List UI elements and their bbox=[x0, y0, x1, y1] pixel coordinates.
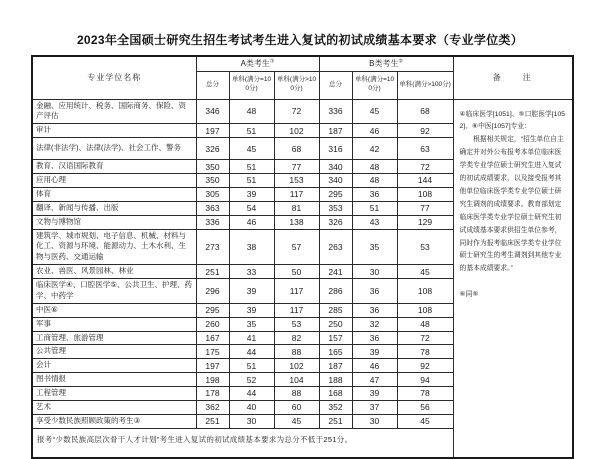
col-header-a-single-over100: 单科(满分>100分) bbox=[274, 71, 319, 99]
score-cell: 285 bbox=[319, 303, 352, 317]
score-cell: 51 bbox=[352, 201, 397, 215]
score-cell: 48 bbox=[397, 317, 453, 331]
score-cell: 48 bbox=[352, 160, 397, 174]
score-cell: 108 bbox=[397, 279, 453, 304]
score-cell: 175 bbox=[196, 345, 229, 359]
remark-body: 根据相关规定，“招生单位自主确定并对外公布报考本单位临床医学类专业学位硕士研究生进入复试的初试成绩要求，以及接受报考其他单位临床医学类专业学位硕士研究生调剂的成绩要求。教育部划定临床医学类专业学位硕士研究生初试成绩基本要求供招生单位参考，同时作为报考临床医学类专业学位硕士研究生的考生调剂到其他专业的基本成绩要求。” bbox=[459, 136, 564, 273]
score-cell: 68 bbox=[397, 99, 453, 124]
score-cell: 117 bbox=[274, 279, 319, 304]
score-cell: 353 bbox=[319, 201, 352, 215]
col-header-b-single100: 单科(满分=100分) bbox=[352, 71, 397, 99]
score-cell: 346 bbox=[196, 99, 229, 124]
score-cell: 350 bbox=[196, 174, 229, 188]
col-header-a-total: 总分 bbox=[196, 71, 229, 99]
score-cell: 117 bbox=[274, 303, 319, 317]
degree-name-cell: 临床医学④、口腔医学⑤、公共卫生、护理、药学、中药学 bbox=[32, 279, 196, 304]
degree-name-cell: 文物与博物馆 bbox=[32, 215, 196, 229]
score-cell: 52 bbox=[229, 373, 274, 387]
degree-name-cell: 工程管理 bbox=[32, 387, 196, 401]
score-cell: 273 bbox=[196, 229, 229, 265]
score-cell: 45 bbox=[229, 138, 274, 160]
score-cell: 45 bbox=[352, 99, 397, 124]
score-cell: 188 bbox=[319, 373, 352, 387]
score-cell: 362 bbox=[196, 400, 229, 414]
degree-name-cell: 中医⑥ bbox=[32, 303, 196, 317]
score-cell: 39 bbox=[352, 345, 397, 359]
col-header-degree-name: 专业学位名称 bbox=[32, 56, 196, 99]
score-cell: 187 bbox=[319, 359, 352, 373]
score-cell: 251 bbox=[319, 414, 352, 428]
degree-name-cell: 翻译、新闻与传播、出版 bbox=[32, 201, 196, 215]
degree-name-cell: 享受少数民族照顾政策的考生③ bbox=[32, 414, 196, 428]
score-cell: 88 bbox=[274, 387, 319, 401]
score-cell: 251 bbox=[196, 414, 229, 428]
score-cell: 53 bbox=[274, 317, 319, 331]
score-cell: 88 bbox=[274, 345, 319, 359]
score-cell: 56 bbox=[397, 400, 453, 414]
score-cell: 260 bbox=[196, 317, 229, 331]
score-cell: 46 bbox=[352, 124, 397, 138]
score-cell: 35 bbox=[352, 229, 397, 265]
degree-name-cell: 应用心理 bbox=[32, 174, 196, 188]
group-b-footnote-mark: ② bbox=[398, 58, 403, 65]
score-cell: 363 bbox=[196, 201, 229, 215]
score-cell: 48 bbox=[229, 99, 274, 124]
score-cell: 250 bbox=[319, 317, 352, 331]
col-header-group-b bbox=[319, 56, 453, 71]
degree-name-cell: 会计 bbox=[32, 359, 196, 373]
score-cell: 165 bbox=[319, 345, 352, 359]
col-header-group-a bbox=[196, 56, 319, 71]
group-header-row bbox=[32, 56, 573, 71]
score-cell: 46 bbox=[352, 359, 397, 373]
col-header-b-total: 总分 bbox=[319, 71, 352, 99]
score-cell: 305 bbox=[196, 187, 229, 201]
score-cell: 108 bbox=[397, 187, 453, 201]
score-cell: 48 bbox=[352, 174, 397, 188]
degree-name-cell: 金融、应用统计、税务、国际商务、保险、资产评估 bbox=[32, 99, 196, 124]
group-a-label: A类考生 bbox=[240, 59, 270, 69]
score-cell: 43 bbox=[352, 215, 397, 229]
score-cell: 77 bbox=[397, 201, 453, 215]
remark-heading: ④临床医学[1051]、⑤口腔医学[1052]、⑥中医[1057]专业： bbox=[459, 110, 566, 131]
minority-plan-footnote: 报考“少数民族高层次骨干人才计划”考生进入复试的初试成绩基本要求为总分不低于251分。 bbox=[32, 428, 453, 458]
score-cell: 36 bbox=[352, 331, 397, 345]
degree-name-cell: 建筑学、城市规划、电子信息、机械、材料与化工、资源与环境、能源动力、土木水利、生物与医药、交通运输 bbox=[32, 229, 196, 265]
degree-name-cell: 教育、汉语国际教育 bbox=[32, 160, 196, 174]
score-cell: 41 bbox=[229, 331, 274, 345]
score-cell: 92 bbox=[397, 359, 453, 373]
score-cell: 326 bbox=[319, 215, 352, 229]
score-cell: 57 bbox=[274, 229, 319, 265]
degree-name-cell: 图书情报 bbox=[32, 373, 196, 387]
score-cell: 78 bbox=[397, 387, 453, 401]
score-cell: 340 bbox=[319, 174, 352, 188]
degree-name-cell: 法律(非法学)、法律(法学)、社会工作、警务 bbox=[32, 138, 196, 160]
score-cell: 38 bbox=[229, 229, 274, 265]
score-cell: 42 bbox=[352, 138, 397, 160]
score-cell: 46 bbox=[229, 215, 274, 229]
score-cell: 40 bbox=[229, 400, 274, 414]
score-cell: 295 bbox=[319, 187, 352, 201]
score-cell: 336 bbox=[196, 215, 229, 229]
score-cell: 35 bbox=[229, 317, 274, 331]
score-cell: 104 bbox=[274, 373, 319, 387]
score-cell: 36 bbox=[352, 279, 397, 304]
score-cell: 82 bbox=[274, 331, 319, 345]
score-cell: 39 bbox=[229, 187, 274, 201]
degree-name-cell: 体育 bbox=[32, 187, 196, 201]
score-cell: 30 bbox=[229, 414, 274, 428]
score-cell: 32 bbox=[352, 317, 397, 331]
score-cell: 72 bbox=[274, 99, 319, 124]
score-cell: 286 bbox=[319, 279, 352, 304]
score-cell: 144 bbox=[397, 174, 453, 188]
score-cell: 37 bbox=[352, 400, 397, 414]
score-cell: 39 bbox=[352, 387, 397, 401]
score-cell: 168 bbox=[319, 387, 352, 401]
degree-name-cell: 军事 bbox=[32, 317, 196, 331]
score-cell: 44 bbox=[229, 387, 274, 401]
score-cell: 94 bbox=[397, 373, 453, 387]
score-cell: 178 bbox=[196, 387, 229, 401]
remark-tail: ⑥同⑤ bbox=[459, 291, 479, 299]
score-cell: 187 bbox=[319, 124, 352, 138]
score-cell: 197 bbox=[196, 124, 229, 138]
score-cell: 72 bbox=[397, 331, 453, 345]
score-cell: 39 bbox=[229, 279, 274, 304]
score-cell: 117 bbox=[274, 187, 319, 201]
score-cell: 138 bbox=[274, 215, 319, 229]
degree-name-cell: 艺术 bbox=[32, 400, 196, 414]
score-cell: 102 bbox=[274, 124, 319, 138]
score-cell: 102 bbox=[274, 359, 319, 373]
score-cell: 78 bbox=[397, 345, 453, 359]
score-cell: 30 bbox=[352, 414, 397, 428]
score-cell: 45 bbox=[397, 414, 453, 428]
score-cell: 51 bbox=[229, 174, 274, 188]
score-cell: 77 bbox=[274, 160, 319, 174]
remark-cell bbox=[453, 99, 573, 458]
score-cell: 92 bbox=[397, 124, 453, 138]
score-cell: 39 bbox=[229, 303, 274, 317]
degree-name-cell: 农业、兽医、风景园林、林业 bbox=[32, 265, 196, 279]
score-cell: 63 bbox=[397, 138, 453, 160]
degree-name-cell: 公共管理 bbox=[32, 345, 196, 359]
score-cell: 81 bbox=[274, 201, 319, 215]
score-cell: 45 bbox=[397, 265, 453, 279]
col-header-b-single-over100: 单科(满分>100分) bbox=[397, 71, 453, 99]
score-cell: 50 bbox=[274, 265, 319, 279]
degree-name-cell: 审计 bbox=[32, 124, 196, 138]
score-cell: 72 bbox=[397, 160, 453, 174]
score-cell: 352 bbox=[319, 400, 352, 414]
score-cell: 45 bbox=[274, 414, 319, 428]
score-cell: 263 bbox=[319, 229, 352, 265]
score-cell: 167 bbox=[196, 331, 229, 345]
col-header-remark: 备 注 bbox=[453, 56, 573, 99]
score-cell: 47 bbox=[352, 373, 397, 387]
score-cell: 336 bbox=[319, 99, 352, 124]
score-cell: 68 bbox=[274, 138, 319, 160]
group-b-label: B类考生 bbox=[369, 59, 399, 69]
score-cell: 36 bbox=[352, 303, 397, 317]
group-a-footnote-mark: ① bbox=[269, 58, 275, 65]
score-cell: 30 bbox=[352, 265, 397, 279]
score-cell: 198 bbox=[196, 373, 229, 387]
score-cell: 44 bbox=[229, 345, 274, 359]
page-title: 2023年全国硕士研究生招生考试考生进入复试的初试成绩基本要求（专业学位类） bbox=[76, 33, 524, 47]
score-cell: 51 bbox=[229, 124, 274, 138]
col-header-a-single100: 单科(满分=100分) bbox=[229, 71, 274, 99]
score-cell: 241 bbox=[319, 265, 352, 279]
score-cell: 51 bbox=[229, 359, 274, 373]
score-cell: 36 bbox=[352, 187, 397, 201]
score-cell: 51 bbox=[229, 160, 274, 174]
score-cell: 251 bbox=[196, 265, 229, 279]
score-cell: 326 bbox=[196, 138, 229, 160]
score-cell: 296 bbox=[196, 279, 229, 304]
score-cell: 197 bbox=[196, 359, 229, 373]
score-requirements-table bbox=[31, 55, 574, 459]
score-cell: 33 bbox=[229, 265, 274, 279]
score-cell: 108 bbox=[397, 303, 453, 317]
degree-name-cell: 工商管理、旅游管理 bbox=[32, 331, 196, 345]
table-body bbox=[32, 99, 573, 458]
score-cell: 157 bbox=[319, 331, 352, 345]
score-cell: 53 bbox=[397, 229, 453, 265]
score-cell: 54 bbox=[229, 201, 274, 215]
table-row bbox=[32, 99, 573, 124]
score-cell: 60 bbox=[274, 400, 319, 414]
score-cell: 129 bbox=[397, 215, 453, 229]
score-cell: 153 bbox=[274, 174, 319, 188]
score-cell: 316 bbox=[319, 138, 352, 160]
score-cell: 295 bbox=[196, 303, 229, 317]
score-cell: 350 bbox=[196, 160, 229, 174]
score-cell: 340 bbox=[319, 160, 352, 174]
